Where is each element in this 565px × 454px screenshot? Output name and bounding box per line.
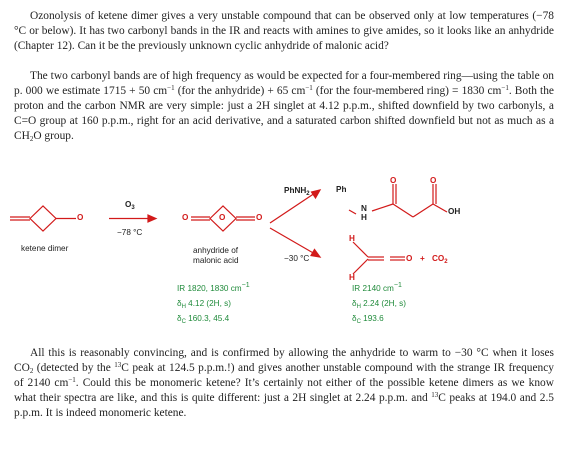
- ketene-dimer-oxygen: O: [77, 213, 84, 222]
- ketene-ir-text: IR 2140 cm: [352, 284, 394, 293]
- delta-sub: C: [181, 319, 186, 325]
- ketene-ir-sup: −1: [393, 282, 402, 289]
- label-anhydride-line1: anhydride of: [193, 246, 239, 255]
- ketene-ch-bond-top: [353, 242, 368, 257]
- carbon-dioxide-text: CO: [432, 254, 445, 263]
- carbon-dioxide-sub: 2: [444, 259, 448, 265]
- reagent-aniline-text: PhNH: [284, 186, 307, 195]
- ketene-ir: [352, 284, 402, 294]
- amide-phenyl: Ph: [336, 185, 347, 194]
- paragraph-3-text-a: All this is reasonably convincing, and is confirmed by allowing the anhydride to warm to −30 °C when it loses CO: [14, 347, 554, 374]
- label-ketene-dimer: ketene dimer: [21, 244, 69, 253]
- paragraph-3-text-b: (detected by the: [33, 362, 115, 374]
- paragraph-2-text-c: (for the four-membered ring) = 1830 cm: [312, 85, 502, 97]
- ph-n-bond: [349, 210, 356, 214]
- reagent-ozone: [125, 200, 135, 210]
- paragraph-2-text-b: (for the anhydride) + 65 cm: [174, 85, 306, 97]
- arrow-to-ketene: [270, 228, 315, 254]
- reaction-scheme: [0, 176, 565, 335]
- label-anhydride-line2: malonic acid: [193, 256, 239, 265]
- acid-oh-bond: [433, 204, 447, 212]
- anhydride-proton-nmr: [177, 299, 231, 309]
- anhydride-oxygen-left: O: [182, 213, 189, 222]
- scheme-drawing: [0, 180, 565, 335]
- paragraph-3-text-c: C peak at 124.5 p.p.m.!) and gives another unstable compound with the strange IR frequency of 2140 cm: [14, 362, 555, 389]
- reagent-aniline: [284, 186, 310, 196]
- paragraph-2-text-d: . Both the proton and the carbon NMR are very simple: just a 2H singlet at 4.12 p.p.m., shifted downfield by two carbonyls, a C=O group at 160 p.p.m., right for an acid derivative, and a saturated carbon shifted downfield but not as much as a CH: [14, 85, 554, 142]
- reagent-ozone-sub: 3: [131, 205, 135, 211]
- delta: δ: [352, 314, 357, 323]
- paragraph-3: [14, 346, 554, 421]
- n-c-bond: [372, 204, 393, 211]
- delta: δ: [177, 299, 182, 308]
- ch2-bond-1: [393, 204, 413, 217]
- delta: δ: [177, 314, 182, 323]
- ketene-proton-nmr-text: 2.24 (2H, s): [360, 299, 406, 308]
- ketene-hydrogen-bottom: H: [349, 273, 355, 282]
- anhydride-ir: [177, 284, 250, 294]
- acid-oxygen: O: [430, 176, 437, 185]
- anhydride-ir-sup: −1: [241, 282, 250, 289]
- subscript: 2: [29, 367, 34, 375]
- reagent-ozone-o: O: [125, 200, 132, 209]
- ketene-oxygen: O: [406, 254, 413, 263]
- condition-minus-30: −30 °C: [284, 254, 310, 263]
- anhydride-carbon-nmr-text: 160.3, 45.4: [185, 314, 230, 323]
- paragraph-1-text: Ozonolysis of ketene dimer gives a very unstable compound that can be observed only at low temperatures (−78 °C or below). It has two carbonyl bands in the IR and reacts with amines to give amides, so it looks like an anhydride (Chapter 12). Can it be the previously unknown cyclic anhydride of malonic acid?: [14, 10, 554, 52]
- arrow-to-amide-head: [312, 190, 321, 198]
- superscript: −1: [501, 84, 509, 92]
- paragraph-1: [14, 9, 554, 54]
- paragraph-3-text-d: . Could this be monomeric ketene? It’s certainly not either of the possible ketene dimers as we know what their spectra are like, and this is quite different: just a 2H singlet at 2.24 p.p.m. and: [14, 377, 554, 404]
- anhydride-ir-text: IR 1820, 1830 cm: [177, 284, 242, 293]
- anhydride-carbon-nmr: [177, 314, 229, 324]
- acid-hydroxyl: OH: [448, 207, 461, 216]
- ketene-hydrogen-top: H: [349, 234, 355, 243]
- ketene-proton-nmr: [352, 299, 406, 309]
- superscript: 13: [431, 391, 439, 399]
- arrow-to-amide: [270, 193, 315, 223]
- delta-sub: H: [356, 304, 361, 310]
- arrow-ozonolysis-head: [148, 215, 156, 222]
- paragraph-2: [14, 69, 554, 144]
- ketene-ch-bond-bottom: [353, 259, 368, 274]
- condition-minus-78: −78 °C: [117, 228, 143, 237]
- superscript: −1: [167, 84, 175, 92]
- delta: δ: [352, 299, 357, 308]
- reagent-aniline-sub: 2: [306, 191, 310, 197]
- cyclobutane-ring: [30, 206, 56, 231]
- superscript: −1: [305, 84, 313, 92]
- anhydride-proton-nmr-text: 4.12 (2H, s): [185, 299, 231, 308]
- arrow-to-ketene-head: [311, 250, 320, 258]
- subscript: 2: [29, 135, 34, 143]
- superscript: −1: [68, 376, 76, 384]
- anhydride-ring-oxygen: O: [219, 213, 226, 222]
- ketene-carbon-nmr-text: 193.6: [360, 314, 384, 323]
- carbon-dioxide: [432, 254, 448, 264]
- superscript: 13: [114, 361, 122, 369]
- paragraph-3-text-e: C peaks at 194.0 and 2.5 p.p.m. It is indeed monomeric ketene.: [14, 392, 554, 419]
- ketene-carbon-nmr: [352, 314, 384, 324]
- anhydride-oxygen-right: O: [256, 213, 263, 222]
- delta-sub: C: [356, 319, 361, 325]
- amide-nh-hydrogen: H: [361, 213, 367, 222]
- ch2-bond-2: [413, 204, 433, 217]
- amide-oxygen: O: [390, 176, 397, 185]
- delta-sub: H: [181, 304, 186, 310]
- amide-nitrogen: N: [361, 204, 367, 213]
- paragraph-2-text-a: The two carbonyl bands are of high frequency as would be expected for a four-membered ring—using the table on p. 000 we estimate 1715 + 50 cm: [14, 70, 554, 97]
- paragraph-2-text-e: O group.: [33, 130, 74, 142]
- plus-sign: +: [420, 254, 425, 263]
